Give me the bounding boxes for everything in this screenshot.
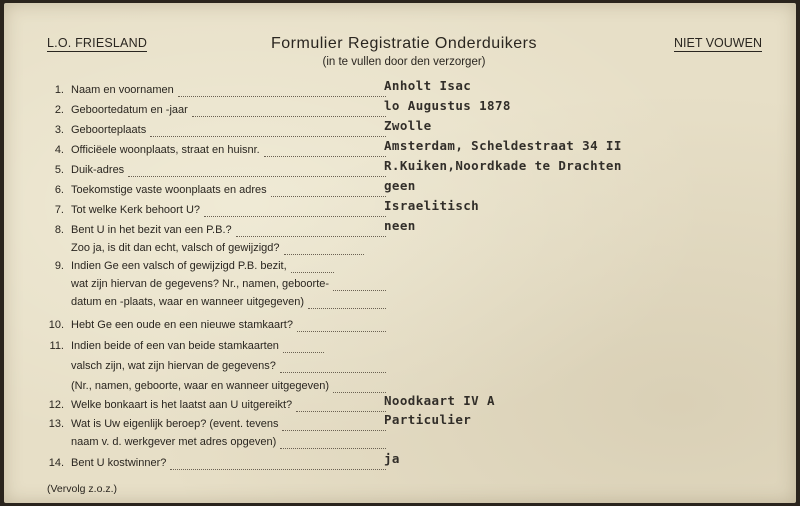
typed-answer: Zwolle — [384, 118, 432, 133]
question-number: 8. — [54, 224, 64, 236]
dotted-answer-line — [296, 411, 386, 412]
question-number: 3. — [54, 124, 64, 136]
question-number: 13. — [48, 418, 64, 430]
form-row — [4, 451, 796, 475]
question-text: Indien Ge een valsch of gewijzigd P.B. bezit, — [71, 260, 287, 272]
dotted-answer-line — [178, 96, 386, 97]
question-number: 4. — [54, 144, 64, 156]
typed-answer: R.Kuiken,Noordkade te Drachten — [384, 158, 622, 173]
typed-answer: Amsterdam, Scheldestraat 34 II — [384, 138, 622, 153]
form-row — [4, 218, 796, 242]
question-text: Zoo ja, is dit dan echt, valsch of gewijzigd? — [71, 242, 280, 254]
form-subtitle: (in te vullen door den verzorger) — [322, 56, 486, 68]
dotted-answer-line — [204, 216, 386, 217]
question-text: Duik-adres — [71, 164, 125, 176]
question-number: 12. — [48, 399, 64, 411]
question-text: (Nr., namen, geboorte, waar en wanneer uitgegeven) — [71, 380, 330, 392]
question-number: 6. — [54, 184, 64, 196]
form-row — [4, 435, 796, 454]
dotted-answer-line — [280, 372, 386, 373]
question-text: Geboorteplaats — [71, 124, 147, 136]
dotted-answer-line — [236, 236, 386, 237]
form-row — [4, 412, 796, 436]
question-text: Indien beide of een van beide stamkaarten — [71, 340, 279, 352]
question-text: datum en -plaats, waar en wanneer uitgegeven) — [71, 296, 304, 308]
typed-answer: geen — [384, 178, 416, 193]
form-title: Formulier Registratie Onderduikers — [271, 35, 537, 52]
question-text: Tot welke Kerk behoort U? — [71, 204, 201, 216]
organisation-label: L.O. FRIESLAND — [47, 36, 148, 50]
form-row — [4, 318, 796, 337]
form-row — [4, 277, 796, 296]
question-number: 2. — [54, 104, 64, 116]
question-text: Geboortedatum en -jaar — [71, 104, 188, 116]
form-row — [4, 339, 796, 358]
dotted-answer-line — [192, 116, 386, 117]
question-number: 9. — [54, 260, 64, 272]
question-text: Bent U kostwinner? — [71, 457, 167, 469]
question-number: 7. — [54, 204, 64, 216]
question-text: Toekomstige vaste woonplaats en adres — [71, 184, 267, 196]
dotted-answer-line — [170, 469, 386, 470]
question-number: 10. — [48, 319, 64, 331]
question-text: Welke bonkaart is het laatst aan U uitgereikt? — [71, 399, 293, 411]
form-row — [4, 295, 796, 314]
dotted-answer-line — [283, 352, 324, 353]
dotted-answer-line — [280, 448, 386, 449]
typed-answer: lo Augustus 1878 — [384, 98, 511, 113]
form-row — [4, 359, 796, 378]
do-not-fold-label: NIET VOUWEN — [674, 36, 762, 50]
form-row — [4, 259, 796, 278]
question-number: 11. — [49, 340, 64, 352]
form-row — [4, 241, 796, 260]
typed-answer: ja — [384, 451, 400, 466]
dotted-answer-line — [264, 156, 386, 157]
question-number: 1. — [54, 84, 64, 96]
typed-answer: neen — [384, 218, 416, 233]
dotted-answer-line — [128, 176, 386, 177]
question-text: Hebt Ge een oude en een nieuwe stamkaart? — [71, 319, 293, 331]
dotted-answer-line — [333, 392, 386, 393]
question-text: Wat is Uw eigenlijk beroep? (event. tevens — [71, 418, 279, 430]
question-text: Naam en voornamen — [71, 84, 174, 96]
dotted-answer-line — [284, 254, 364, 255]
registration-card — [4, 3, 796, 503]
question-number: 14. — [48, 457, 64, 469]
question-text: wat zijn hiervan de gegevens? Nr., namen, geboorte- — [71, 278, 330, 290]
question-number: 5. — [54, 164, 64, 176]
typed-answer: Anholt Isac — [384, 78, 472, 93]
question-text: Bent U in het bezit van een P.B.? — [71, 224, 232, 236]
dotted-answer-line — [291, 272, 334, 273]
typed-answer: Israelitisch — [384, 198, 480, 213]
dotted-answer-line — [150, 136, 386, 137]
question-text: valsch zijn, wat zijn hiervan de gegevens? — [71, 360, 276, 372]
dotted-answer-line — [271, 196, 386, 197]
question-text: Officiëele woonplaats, straat en huisnr. — [71, 144, 260, 156]
dotted-answer-line — [297, 331, 386, 332]
continued-note: (Vervolg z.o.z.) — [47, 483, 118, 495]
dotted-answer-line — [333, 290, 386, 291]
typed-answer: Noodkaart IV A — [384, 393, 495, 408]
question-text: naam v. d. werkgever met adres opgeven) — [71, 436, 277, 448]
dotted-answer-line — [282, 430, 386, 431]
typed-answer: Particulier — [384, 412, 472, 427]
dotted-answer-line — [308, 308, 386, 309]
